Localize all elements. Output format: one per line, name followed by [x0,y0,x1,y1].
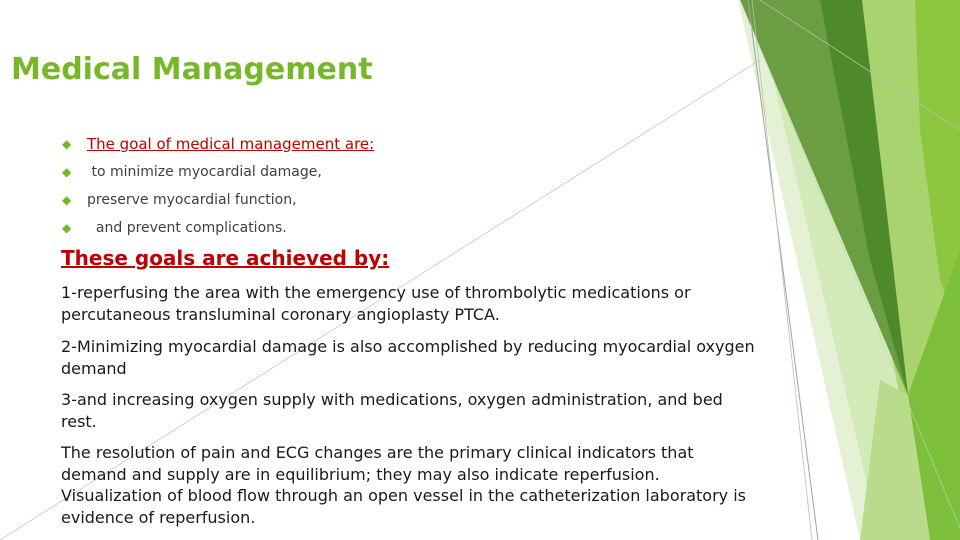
diamond-bullet-icon: ◆ [62,137,72,151]
bullet-text: and prevent complications. [87,220,287,236]
bullet-item [62,130,375,158]
paragraph-minimizing-damage: 2-Minimizing myocardial damage is also accomplished by reducing myocardial oxygen demand [61,337,755,378]
bullet-item [62,214,287,242]
bullet-item [62,186,297,214]
diamond-bullet-icon: ◆ [62,221,72,235]
goals-bullet-list [62,130,375,242]
section-subheading: These goals are achieved by: [61,246,390,270]
bullet-item [62,158,322,186]
bullet-text: The goal of medical management are: [87,135,375,153]
paragraph-resolution: The resolution of pain and ECG changes are the primary clinical indicators that demand and supply are in equilibrium; they may also indicate reperfusion. Visualization of blood flow through an open vessel in the catheterization laboratory is evidence of reperfusion. [61,443,746,527]
slide-title: Medical Management [11,52,373,87]
diamond-bullet-icon: ◆ [62,193,72,207]
diamond-bullet-icon: ◆ [62,165,72,179]
paragraph-oxygen-supply: 3-and increasing oxygen supply with medications, oxygen administration, and bed rest. [61,390,723,431]
bullet-text: to minimize myocardial damage, [87,164,322,180]
paragraph-reperfusing: 1-reperfusing the area with the emergency use of thrombolytic medications or percutaneous transluminal coronary angioplasty PTCA. [61,283,691,324]
bullet-text: preserve myocardial function, [87,192,297,208]
